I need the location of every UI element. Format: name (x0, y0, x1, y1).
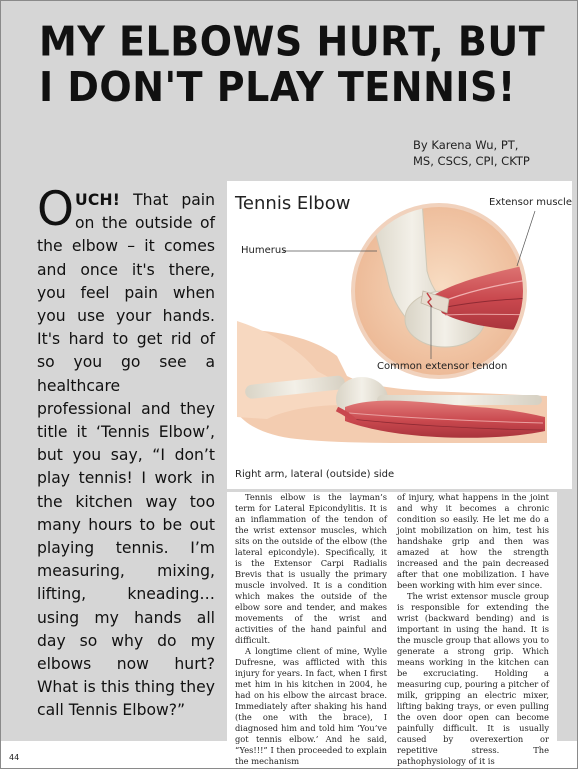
label-extensor-muscle: Extensor muscle (489, 197, 572, 208)
drop-cap: O (37, 182, 74, 237)
figure-title: Tennis Elbow (235, 193, 351, 214)
label-common-extensor-tendon: Common extensor tendon (377, 361, 508, 372)
byline (413, 137, 573, 169)
article-body (227, 492, 557, 766)
page-number: 44 (9, 753, 20, 762)
body-column-right (397, 492, 549, 766)
tennis-elbow-illustration (227, 181, 572, 489)
article-headline: MY ELBOWS HURT, BUT I DON'T PLAY TENNIS! (39, 17, 546, 111)
byline-author: By Karena Wu, PT, (413, 138, 519, 152)
figure-caption: Right arm, lateral (outside) side (235, 469, 395, 480)
body-paragraph: The wrist extensor muscle group is responsible for extending the wrist (backward bending) and is important in using the hand. It is the muscle group that allows you to generate a strong grip. Which means working in the kitchen can be excruciating. Holding a measuring cup, pouring a pitcher of milk, gripping an electric mixer, lifting baking trays, or even pulling the oven door open can become painfully difficult. It is usually caused by overexertion or repetitive stress. The pathophysiology of it is (397, 591, 549, 766)
intro-paragraph: That pain on the outside of the elbow – it comes and once it's there, you feel pain when you use your hands. It's hard to get rid of so you go see a healthcare professional and they title it ‘Tennis Elbow’, but you say, “I don’t play tennis! I work in the kitchen way too many hours to be out playing tennis. I’m measuring, mixing, lifting, kneading… using my hands all day so why do my elbows now hurt? What is this thing they call Tennis Elbow?” (37, 191, 215, 720)
intro-exclamation: UCH! (75, 191, 121, 209)
byline-credentials: MS, CSCS, CPI, CKTP (413, 154, 530, 168)
elbow-anatomy-graphic (227, 181, 572, 489)
body-paragraph: Tennis elbow is the layman’s term for Lateral Epicondylitis. It is an inflammation of the tendon of the wrist extensor muscles, which sits on the outside of the elbow (the lateral epicondyle). Specifically, it is the Extensor Carpi Radialis Brevis that is usually the primary muscle involved. It is a condition which makes the outside of the elbow sore and tender, and makes movements of the wrist and activities of the hand painful and difficult. (235, 492, 387, 645)
intro-text (37, 182, 215, 723)
body-paragraph: of injury, what happens in the joint and why it becomes a chronic condition so easily. He let me do a joint mobilization on him, test his handshake grip and then was amazed at how the strength increased and the pain decreased after that one mobilization. I have been working with him ever since. (397, 492, 549, 590)
body-column-left (235, 492, 387, 766)
label-humerus: Humerus (241, 245, 287, 256)
body-paragraph: A longtime client of mine, Wylie Dufresne, was afflicted with this injury for years. In fact, when I first met him in his kitchen in 2004, he had on his elbow the aircast brace. Immediately after shaking his hand (the one with the brace), I diagnosed him and told him ‘You’ve got tennis elbow.’ And he said, “Yes!!!” I then proceeded to explain the mechanism (235, 646, 387, 766)
